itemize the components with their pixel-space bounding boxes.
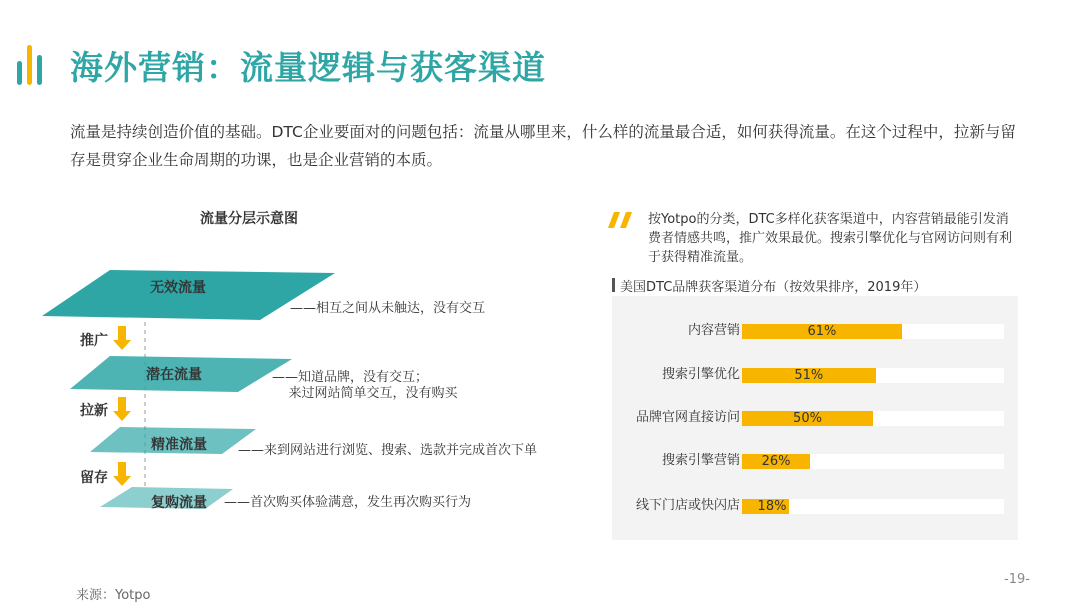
bar-track	[742, 324, 1004, 339]
layer-label-invalid: 无效流量	[150, 280, 206, 296]
page-title: 海外营销：流量逻辑与获客渠道	[70, 48, 546, 87]
intro-paragraph: 流量是持续创造价值的基础。DTC企业要面对的问题包括：流量从哪里来，什么样的流量最合适，如何获得流量。在这个过程中，拉新与留存是贯穿企业生命周期的功课，也是企业营销的本质。	[70, 123, 1016, 169]
bar-row	[612, 452, 1018, 470]
bar-value-label: 50%	[793, 411, 822, 426]
bar-track	[742, 499, 1004, 514]
bar-row	[612, 322, 1018, 340]
page-number: -19-	[1004, 572, 1030, 587]
layer-desc-potential: ——知道品牌，没有交互； 来过网站简单交互，没有购买	[272, 370, 458, 401]
quote-mark-icon	[608, 212, 632, 228]
layer-desc-invalid: ——相互之间从未触达，没有交互	[290, 301, 486, 316]
title-bar-1	[17, 61, 22, 85]
bar-category-label: 品牌官网直接访问	[635, 410, 740, 425]
bar-row	[612, 409, 1018, 427]
quote-text: 按Yotpo的分类，DTC多样化获客渠道中，内容营销最能引发消费者情感共鸣，推广效果最优。搜索引擎优化与官网访问则有利于获得精准流量。	[648, 212, 1013, 265]
title-bar-2	[27, 45, 32, 85]
step-label-promote: 推广	[80, 333, 108, 349]
layer-desc-repurchase: ——首次购买体验满意，发生再次购买行为	[224, 495, 472, 510]
title-decoration-icon	[17, 45, 45, 85]
layer-label-potential: 潜在流量	[146, 367, 202, 383]
arrow-down-icon-retain	[113, 462, 131, 486]
diagram-title: 流量分层示意图	[200, 211, 298, 227]
step-label-retain: 留存	[80, 470, 108, 486]
arrow-down-icon-promote	[113, 326, 131, 350]
title-bar-3	[37, 55, 42, 85]
bar-track	[742, 368, 1004, 383]
step-label-acquire: 拉新	[80, 403, 108, 419]
bar-track	[742, 454, 1004, 469]
bar-category-label: 搜索引擎营销	[661, 453, 740, 468]
bar-track	[742, 411, 1004, 426]
bar-category-label: 内容营销	[687, 323, 740, 338]
bar-row	[612, 366, 1018, 384]
bar-category-label: 线下门店或快闪店	[635, 498, 740, 513]
layer-label-precise: 精准流量	[151, 437, 207, 453]
traffic-layer-diagram	[0, 200, 600, 530]
source-note: 来源：Yotpo	[76, 588, 151, 603]
bar-value-label: 61%	[807, 324, 837, 339]
layer-desc-precise: ——来到网站进行浏览、搜索、选款并完成首次下单	[238, 443, 538, 458]
bar-value-label: 18%	[757, 499, 787, 514]
arrow-down-icon-acquire	[113, 397, 131, 421]
chart-title: 美国DTC品牌获客渠道分布（按效果排序，2019年）	[612, 276, 926, 295]
bar-category-label: 搜索引擎优化	[661, 367, 740, 382]
bar-row	[612, 497, 1018, 515]
bar-value-label: 51%	[794, 368, 824, 383]
bar-value-label: 26%	[761, 454, 791, 469]
channel-bar-chart	[612, 296, 1018, 540]
layer-label-repurchase: 复购流量	[151, 495, 207, 511]
